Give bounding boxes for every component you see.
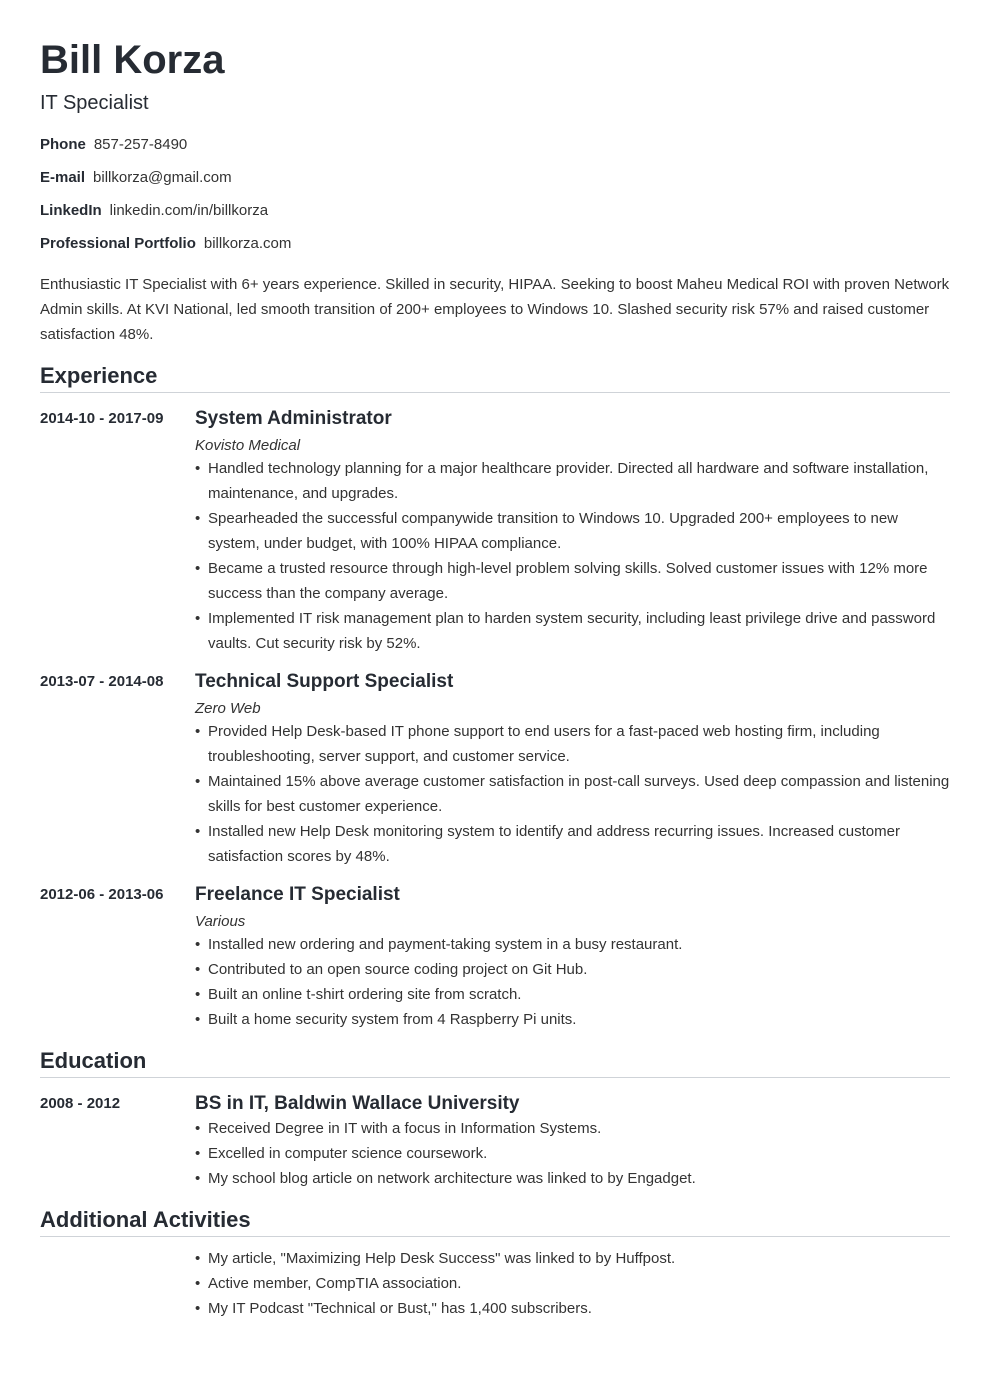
contact-value: 857-257-8490 <box>93 136 188 153</box>
contact-label: LinkedIn <box>40 202 102 219</box>
section-title-experience: Experience <box>40 363 950 393</box>
job-company: Zero Web <box>195 700 261 717</box>
contact-list <box>40 136 950 253</box>
education-title: BS in IT, Baldwin Wallace University <box>195 1093 520 1114</box>
profile-summary: Enthusiastic IT Specialist with 6+ years experience. Skilled in security, HIPAA. Seeking to boost Maheu Medical ROI with proven Network Admin skills. At KVI National, led smooth transition of 200+ employees to Windows 10. Slashed security risk 57% and raised customer satisfaction 48%. <box>40 276 950 343</box>
contact-email <box>40 169 950 187</box>
bullet-item: • Implemented IT risk management plan to harden system security, including least privilege drive and password vaults. Cut security risk by 52%. <box>195 606 950 656</box>
candidate-role: IT Specialist <box>40 92 149 114</box>
bullet-item: • Contributed to an open source coding project on Git Hub. <box>195 957 950 982</box>
contact-linkedin <box>40 202 950 220</box>
activities-entry <box>40 1246 950 1321</box>
job-bullets <box>195 456 950 656</box>
bullet-item: • Excelled in computer science coursework. <box>195 1141 950 1166</box>
bullet-item: • Became a trusted resource through high-level problem solving skills. Solved customer issues with 12% more success than the company average. <box>195 556 950 606</box>
bullet-item: • Maintained 15% above average customer satisfaction in post-call surveys. Used deep compassion and listening skills for best customer experience. <box>195 769 950 819</box>
job-bullets <box>195 932 950 1032</box>
bullet-item: • Received Degree in IT with a focus in Information Systems. <box>195 1116 950 1141</box>
bullet-item: • Spearheaded the successful companywide transition to Windows 10. Upgraded 200+ employees to new system, under budget, with 100% HIPAA compliance. <box>195 506 950 556</box>
bullet-item: • Built an online t-shirt ordering site from scratch. <box>195 982 950 1007</box>
job-company: Various <box>195 913 246 930</box>
education-bullets <box>195 1116 950 1191</box>
contact-phone <box>40 136 950 154</box>
job-company: Kovisto Medical <box>195 437 301 454</box>
job-title: System Administrator <box>195 408 392 429</box>
job-dates: 2012-06 - 2013-06 <box>40 886 164 903</box>
contact-label: Professional Portfolio <box>40 235 196 252</box>
section-title-activities: Additional Activities <box>40 1207 950 1237</box>
job-title: Freelance IT Specialist <box>195 884 400 905</box>
section-title-education: Education <box>40 1048 950 1078</box>
contact-value: billkorza@gmail.com <box>93 169 232 186</box>
candidate-name: Bill Korza <box>40 38 225 82</box>
bullet-item: • Handled technology planning for a major healthcare provider. Directed all hardware and software installation, maintenance, and upgrades. <box>195 456 950 506</box>
job-entry <box>40 670 950 869</box>
education-entry <box>40 1092 950 1191</box>
bullet-item: • My article, "Maximizing Help Desk Success" was linked to by Huffpost. <box>195 1246 950 1271</box>
bullet-item: • Active member, CompTIA association. <box>195 1271 950 1296</box>
education-dates: 2008 - 2012 <box>40 1095 121 1112</box>
contact-value: billkorza.com <box>203 235 292 252</box>
bullet-item: • Installed new Help Desk monitoring system to identify and address recurring issues. Increased customer satisfaction scores by 48%. <box>195 819 950 869</box>
contact-label: E-mail <box>40 169 86 186</box>
bullet-item: • My school blog article on network architecture was linked to by Engadget. <box>195 1166 950 1191</box>
contact-value: linkedin.com/in/billkorza <box>109 202 269 219</box>
job-dates: 2014-10 - 2017-09 <box>40 410 164 427</box>
job-entry <box>40 407 950 656</box>
job-entry <box>40 883 950 1032</box>
contact-label: Phone <box>40 136 86 153</box>
job-bullets <box>195 719 950 869</box>
bullet-item: • Built a home security system from 4 Raspberry Pi units. <box>195 1007 950 1032</box>
bullet-item: • Installed new ordering and payment-taking system in a busy restaurant. <box>195 932 950 957</box>
contact-portfolio <box>40 235 950 253</box>
job-dates: 2013-07 - 2014-08 <box>40 673 164 690</box>
bullet-item: • My IT Podcast "Technical or Bust," has 1,400 subscribers. <box>195 1296 950 1321</box>
resume-page <box>40 36 950 1321</box>
job-title: Technical Support Specialist <box>195 671 454 692</box>
bullet-item: • Provided Help Desk-based IT phone support to end users for a fast-paced web hosting firm, including troubleshooting, server support, and customer service. <box>195 719 950 769</box>
activities-bullets <box>195 1246 950 1321</box>
